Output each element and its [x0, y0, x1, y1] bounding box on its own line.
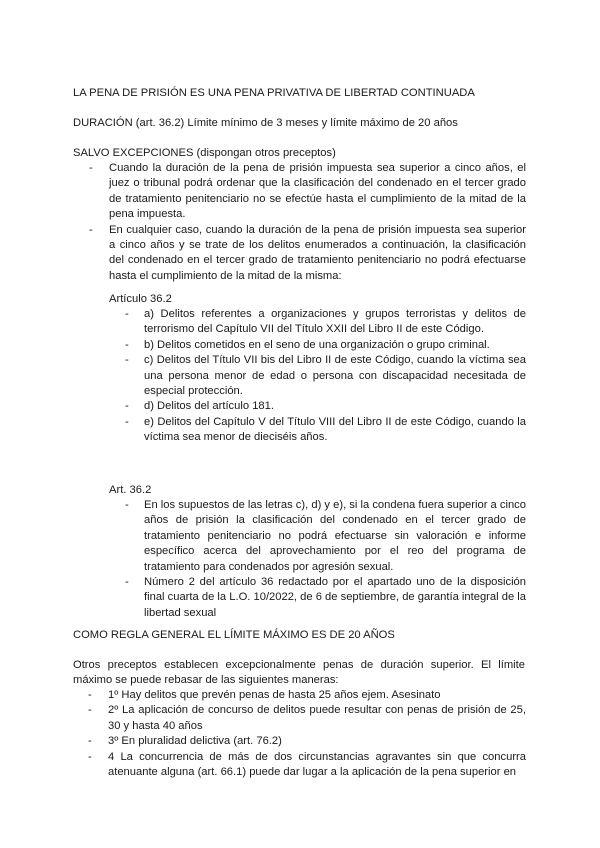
art2-item-1: En los supuestos de las letras c), d) y e), si la condena fuera superior a cinco años de prisión la clasificación del condenado en el tercer grado de tratamiento penitenciario no podrá efectuarse sin valoración e informe específico acerca del aprovechamiento por el reo del programa de tratamiento para condenados por agresión sexual. [144, 499, 526, 573]
list-item: - c) Delitos del Título VII bis del Libro II de este Código, cuando la víctima sea una persona menor de edad o persona con discapacidad necesitada de especial protección. [125, 354, 526, 398]
way-item-3: 3º En pluralidad delictiva (art. 76.2) [108, 735, 282, 748]
exception-text-2: En cualquier caso, cuando la duración de la pena de prisión impuesta sea superior a cinco años y se trate de los delitos enumerados a continuación, la clasificación del condenado en el tercer grado de tratamiento penitenciario no podrá efectuarse hasta el cumplimiento de la mitad de la misma: [109, 223, 526, 282]
list-item: - e) Delitos del Capítulo V del Título VIII del Libro II de este Código, cuando la víctima sea menor de dieciséis años. [125, 415, 526, 444]
list-item: - b) Delitos cometidos en el seno de una organización o grupo criminal. [125, 338, 490, 351]
art1-item-a: a) Delitos referentes a organizaciones y grupos terroristas y delitos de terrorismo del Capítulo VII del Título XXII del Libro II de este Código. [144, 308, 526, 336]
list-item: - En los supuestos de las letras c), d) y e), si la condena fuera superior a cinco años de prisión la clasificación del condenado en el tercer grado de tratamiento penitenciario no podrá efectuarse sin valoración e informe específico acerca del aprovechamiento por el reo del programa de tratamiento para condenados por agresión sexual. [125, 499, 526, 573]
way-item-1: 1º Hay delitos que prevén penas de hasta 25 años ejem. Asesinato [108, 689, 441, 701]
way-item-2: 2º La aplicación de concurso de delitos puede resultar con penas de prisión de 25, 30 y hasta 40 años [108, 704, 526, 732]
list-item: - d) Delitos del artículo 181. [125, 400, 274, 413]
way-item-4: 4 La concurrencia de más de dos circunstancias agravantes sin que concurra atenuante alguna (art. 66.1) puede dar lugar a la aplicación de la pena superior en [108, 750, 526, 779]
art1-item-b: b) Delitos cometidos en el seno de una organización o grupo criminal. [144, 338, 490, 351]
list-item: - Cuando la duración de la pena de prisión impuesta sea superior a cinco años, el juez o tribunal podrá ordenar que la clasificación del condenado en el tercer grado de tratamiento penitenciario no se efectúe hasta el cumplimiento de la mitad de la pena impuesta. [89, 162, 526, 221]
list-item: - 3º En pluralidad delictiva (art. 76.2) [88, 735, 282, 748]
heading-pena-prision: LA PENA DE PRISIÓN ES UNA PENA PRIVATIVA DE LIBERTAD CONTINUADA [73, 87, 475, 99]
exception-text-1: Cuando la duración de la pena de prisión impuesta sea superior a cinco años, el juez o tribunal podrá ordenar que la clasificación del condenado en el tercer grado de tratamiento penitenciario no se efectúe hasta el cumplimiento de la mitad de la pena impuesta. [109, 162, 526, 221]
ways-list [88, 688, 526, 780]
art2-list [125, 498, 526, 621]
art1-item-e: e) Delitos del Capítulo V del Título VIII del Libro II de este Código, cuando la víctima sea menor de dieciséis años. [144, 415, 526, 444]
list-item: - En cualquier caso, cuando la duración de la pena de prisión impuesta sea superior a cinco años y se trate de los delitos enumerados a continuación, la clasificación del condenado en el tercer grado de tratamiento penitenciario no podrá efectuarse hasta el cumplimiento de la mitad de la misma: [89, 223, 526, 282]
heading-regla-general: COMO REGLA GENERAL EL LÍMITE MÁXIMO ES DE 20 AÑOS [73, 629, 395, 641]
art1-list [125, 307, 526, 446]
art1-item-d: d) Delitos del artículo 181. [144, 400, 274, 413]
art2-item-2: Número 2 del artículo 36 redactado por el apartado uno de la disposición final cuarta de la L.O. 10/2022, de 6 de septiembre, de garantía integral de la libertad sexual [144, 576, 526, 619]
exceptions-list [89, 161, 526, 284]
duracion-line: DURACIÓN (art. 36.2) Límite mínimo de 3 meses y límite máximo de 20 años [73, 117, 458, 129]
list-item: - a) Delitos referentes a organizaciones y grupos terroristas y delitos de terrorismo del Capítulo VII del Título XXII del Libro II de este Código. [125, 308, 526, 336]
list-item: - Número 2 del artículo 36 redactado por el apartado uno de la disposición final cuarta de la L.O. 10/2022, de 6 de septiembre, de garantía integral de la libertad sexual [125, 576, 526, 619]
salvo-excepciones-line: SALVO EXCEPCIONES (dispongan otros preceptos) [73, 147, 336, 159]
otros-preceptos-paragraph: Otros preceptos establecen excepcionalmente penas de duración superior. El límite máximo se puede rebasar de las siguientes maneras: [73, 659, 525, 687]
art1-item-c: c) Delitos del Título VII bis del Libro II de este Código, cuando la víctima sea una persona menor de edad o persona con discapacidad necesitada de especial protección. [144, 354, 526, 398]
articulo-36-2-title: Artículo 36.2 [109, 293, 172, 305]
art-36-2-title: Art. 36.2 [109, 484, 152, 496]
list-item: - 1º Hay delitos que prevén penas de hasta 25 años ejem. Asesinato [88, 689, 441, 701]
list-item: - 2º La aplicación de concurso de delitos puede resultar con penas de prisión de 25, 30 y hasta 40 años [88, 704, 526, 732]
list-item: - 4 La concurrencia de más de dos circunstancias agravantes sin que concurra atenuante alguna (art. 66.1) puede dar lugar a la aplicación de la pena superior en [88, 750, 526, 779]
